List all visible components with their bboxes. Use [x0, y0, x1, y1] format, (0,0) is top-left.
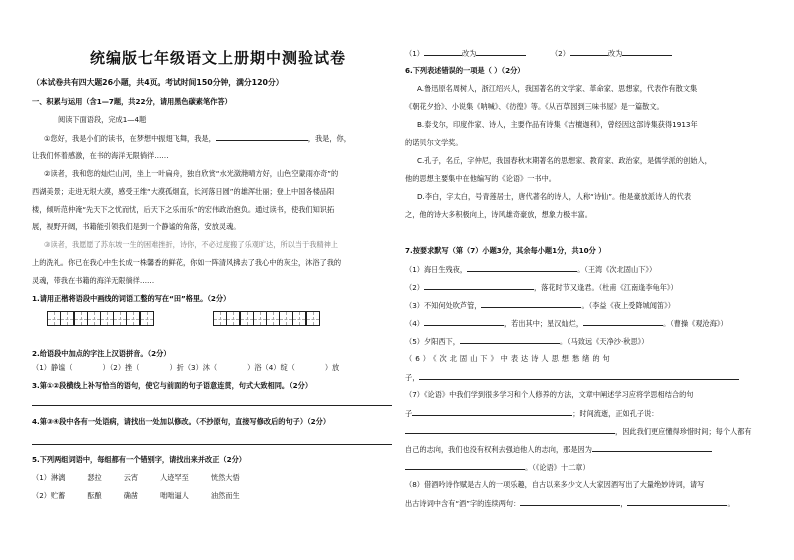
passage-para3-line2: 上的洗礼。你已在我心中生长成一株馨香的鲜花，你如一阵清风拂去了我心中的灰尘，沐浴了我的	[32, 258, 342, 267]
question-5: 5.下列两组词语中，每组都有一个错别字，请找出来并改正（2分）	[32, 455, 246, 464]
passage-para1-line1: ①您好，我是小们的读书，在梦想中振翅飞舞，我是， ，我是，你，	[44, 134, 351, 143]
question-5-row1: （1）淋漓 瑟拉 云宵 人迹罕至 恍然大悟	[32, 473, 240, 482]
question-2-pinyin-row[interactable]: （1）静谧（ ）（2）挫（ ）折（3）沐（ ）浴（4）绽（ ）放	[32, 363, 340, 372]
passage-para1-line2: 让我们怀着感激，在书的海洋无限徜徉……	[32, 151, 169, 160]
answer-line-q3[interactable]	[32, 405, 392, 406]
q5-fix-row[interactable]: （1） 改为 （2） 改为	[405, 48, 672, 58]
poem-6-line1: （6）《次北固山下》中表达诗人思想愁绪的句	[405, 354, 613, 363]
question-7: 7.按要求默写（第（7）小题3分，其余每小题1分，共10分 ）	[405, 246, 606, 255]
option-a-line1: A.鲁迅原名周树人，浙江绍兴人，我国著名的文学家、革命家、思想家，代表作有散文集	[417, 84, 698, 93]
poem-2[interactable]: （2） ，落花时节又逢君。（杜甫《江南逢李龟年》）	[405, 283, 678, 292]
poem-1[interactable]: （1）海日生残夜， 。（王湾《次北固山下》）	[405, 265, 657, 274]
option-b-line1: B.泰戈尔，印度作家、诗人，主要作品有诗集《吉檀迦利》，曾经因这部诗集获得1913年	[417, 120, 698, 129]
option-d-line2: 之，他的诗大多积极向上，诗风雄奇豪放，想象力极丰富。	[405, 210, 592, 219]
passage-para2-line4: 展，视野开阔，书籍能引领我们是到一个静谧的角落，安放灵魂。	[32, 222, 241, 231]
question-1: 1.请用正楷将语段中画线的词语工整的写在“田”格里。（2分）	[32, 294, 231, 303]
poem-7-line4[interactable]: 自己的志向，我们也没有权利去强迫他人的志向，那是因为	[405, 444, 712, 454]
tian-grid-left[interactable]	[48, 311, 154, 326]
reading-intro: 阅读下面语段，完成1—4题	[58, 115, 147, 124]
poem-8-line1: （8）借酒吟诗作赋是古人的一项乐趣，自古以来多少文人大家因酒写出了大量绝妙诗词，请写	[405, 480, 705, 489]
poem-5[interactable]: （5）夕阳西下， 。（马致远《天净沙·秋思》）	[405, 337, 649, 346]
question-5-row2: （2）贮蓄 酝酿 确凿 咄咄逼人 油然而生	[32, 491, 240, 500]
question-6: 6.下列表述错误的一项是（ ）（2分）	[405, 66, 525, 75]
question-4: 4.第③④段中各有一处语病，请找出一处加以修改。（不抄原句，直接写修改后的句子）（2分）	[32, 417, 331, 426]
option-d-line1: D.李白，字太白，号青莲居士，唐代著名的诗人，人称“诗仙”。他是豪放派诗人的代表	[417, 192, 692, 201]
option-b-line2: 的诺贝尔文学奖。	[405, 138, 463, 147]
passage-para3-line1: ③读者，我愿愿了苏东坡一生的困难挫折，诗你，不必过度搬了乐观旷达，所以当于我精神上	[44, 240, 338, 249]
poem-3[interactable]: （3）不知何处吹芦管， 。（李益《夜上受降城闻笛》）	[405, 301, 675, 310]
option-c-line1: C.孔子，名丘，字仲尼，我国春秋末期著名的思想家、教育家、政治家，是儒学派的创始人，	[417, 156, 712, 165]
poem-4[interactable]: （4） ，若出其中；星汉灿烂， 。（曹操《观沧海》）	[405, 319, 728, 328]
passage-para3-line3: 灵魂，带我在书籍的海洋无限徜徉……	[32, 276, 155, 285]
poem-7-line3[interactable]: ，因此我们更应懂得珍惜时间；每个人都有	[405, 426, 752, 436]
section-1-heading: 一、积累与运用（含1—7题，共22分，请用黑色碳素笔作答）	[32, 97, 232, 106]
poem-7-line2[interactable]: 子 ；时间流逝，正如孔子说：	[405, 409, 659, 418]
passage-para2-line1: ②读者，我和您的灿烂山河，坐上一叶扁舟，独自欣赏“水光潋滟晴方好，山色空蒙雨亦奇”的	[44, 169, 339, 178]
question-2: 2.给语段中加点的字注上汉语拼音。（2分）	[32, 349, 171, 358]
option-c-line2: 他的思想主要集中在他编写的《论语》一书中。	[405, 174, 556, 183]
poem-7-line5[interactable]: 。（《论语》十二章）	[405, 462, 590, 472]
answer-line-q4[interactable]	[32, 444, 392, 445]
exam-note: （本试卷共有四大题26小题，共4页。考试时间150分钟，满分120分）	[32, 78, 284, 87]
exam-title: 统编版七年级语文上册期中测验试卷	[90, 49, 347, 67]
tian-grid-right[interactable]	[214, 311, 320, 326]
poem-8-line2[interactable]: 出古诗词中含有“酒”字的连续两句： ， 。	[405, 499, 735, 508]
passage-para2-line3: 楼，倾听范仲淹“先天下之忧而忧，后天下之乐而乐”的宏伟政治抱负。通过读书，使我们知识拓	[32, 205, 335, 214]
poem-6-line2[interactable]: 子，	[405, 372, 739, 382]
option-a-line2: 《朝花夕拾》、小说集《呐喊》、《彷徨》等。《从百草园到三味书屋》是一篇散文。	[405, 102, 664, 111]
question-3: 3.第①②段横线上补写恰当的语句，使它与前面的句子语意连贯，句式大致相同。（2分）	[32, 381, 313, 390]
poem-7-line1: （7）《论语》中我们学到很多学习和个人修养的方法，文章中阐述学习应将学思相结合的句	[405, 390, 694, 399]
passage-para2-line2: 西湖美景；走进无垠大漠，感受王维“大漠孤烟直，长河落日圆”的雄浑壮丽；登上中国各楼品阳	[32, 187, 335, 196]
